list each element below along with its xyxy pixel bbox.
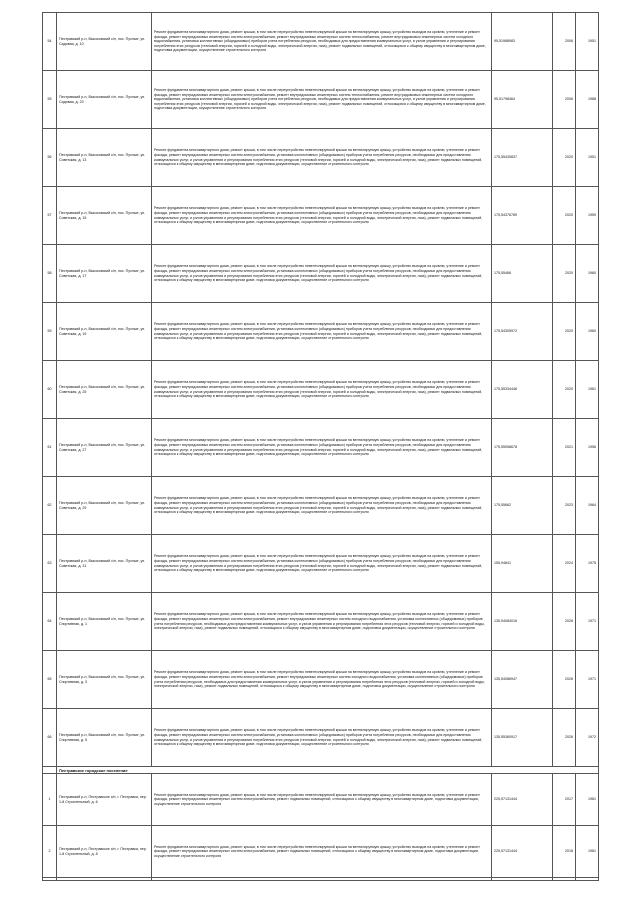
address-cell: Пестравский р-н, Высоковский с/п, пос. Пухлые, ул. Спортивная, д. 5 [57,709,152,767]
table-row [43,71,599,129]
build-year-cell: 1964 [576,477,599,535]
build-year-cell: 1960 [576,245,599,303]
planned-year-cell: 2026 [553,593,576,651]
table-row [43,245,599,303]
address-cell: Пестравский р-н, Высоковский с/п, пос. Пухлые, ул. Спортивная, д. 1 [57,593,152,651]
cost-cell: 95,51798464 [492,71,553,129]
row-number: 58 [43,245,57,303]
table-row [43,129,599,187]
table-section [43,767,599,774]
address-cell: Пестравский р-н, Пестравское с/п, г. Пестравка, пер. 1-й Строительный, д. 8 [57,826,152,878]
planned-year-cell: 2006 [553,13,576,71]
document-page [42,12,598,881]
address-cell: Пестравский р-н, Высоковский с/п, пос. Пухлые, ул. Советская, д. 25 [57,361,152,419]
row-number: 55 [43,71,57,129]
cost-cell: 175,55662 [492,477,553,535]
build-year-cell: 1971 [576,593,599,651]
planned-year-cell: 2020 [553,129,576,187]
address-cell: Пестравский р-н, Высоковский с/п, пос. Пухлые, ул. Советская, д. 31 [57,535,152,593]
address-cell: Пестравский р-н, Высоковский с/п, пос. Пухлые, ул. Советская, д. 15 [57,187,152,245]
row-number: 59 [43,303,57,361]
build-year-cell: 1972 [576,709,599,767]
address-cell: Пестравский р-н, Высоковский с/п, пос. Пухлые, ул. Советская, д. 29 [57,477,152,535]
build-year-cell: 1981 [576,826,599,878]
tail-cell [576,878,599,881]
build-year-cell: 1975 [576,535,599,593]
address-cell: Пестравский р-н, Высоковский с/п, пос. Пухлые, ул. Советская, д. 19 [57,303,152,361]
table-body-main [43,13,599,767]
table-row [43,709,599,767]
row-number: 64 [43,593,57,651]
table-body-section [43,774,599,878]
planned-year-cell: 2024 [553,535,576,593]
build-year-cell: 1951 [576,13,599,71]
planned-year-cell: 2006 [553,71,576,129]
row-number: 56 [43,129,57,187]
works-cell: Ремонт фундамента многоквартирного дома, ремонт крыши, в том числе переустройство невентилируемой крыши на вентилируемую крышу, устройство выходов на кровлю, утепление и ремонт фасада, ремонт внутридомовых инженерных систем электроснабжения, установка коллективных (общедомовых) приборов учета потребления ресурсов, необходимых для предоставления коммунальных услуг, и узлов управления и регулирования потребления этих ресурсов (тепловой энергии, горячей и холодной воды, электрической энергии, газа), ремонт подвальных помещений, относящихся к общему имуществу в многоквартирном доме, подготовка документации, осуществление строительного контроля [152,303,492,361]
row-number: 61 [43,419,57,477]
section-empty-cell [43,767,57,774]
row-number: 63 [43,535,57,593]
table-row [43,13,599,71]
capital-repair-table [42,12,599,881]
works-cell: Ремонт фундамента многоквартирного дома, ремонт крыши, в том числе переустройство невентилируемой крыши на вентилируемую крышу, устройство выходов на кровлю, утепление и ремонт фасада, ремонт внутридомовых инженерных систем электроснабжения, ремонт внутридомовых инженерных систем теплоснабжения, ремонт внутридомовых инженерных систем холодного водоснабжения, установка коллективных (общедомовых) приборов учета потребления ресурсов, необходимых для предоставления коммунальных услуг, и узлов управления и регулирования потребления этих ресурсов (тепловой энергии, горячей и холодной воды, электрической энергии, газа), ремонт подвальных помещений, относящихся к общему имуществу в многоквартирном доме, подготовка документации, осуществление строительного контроля [152,71,492,129]
address-cell: Пестравский р-н, Высоковский с/п, пос. Пухлые, ул. Садовая, д. 10 [57,13,152,71]
address-cell: Пестравский р-н, Высоковский с/п, пос. Пухлые, ул. Советская, д. 17 [57,245,152,303]
build-year-cell: 1959 [576,187,599,245]
cost-cell: 175,55058678 [492,419,553,477]
table-row [43,535,599,593]
build-year-cell: 1961 [576,361,599,419]
planned-year-cell: 2021 [553,419,576,477]
build-year-cell: 1981 [576,774,599,826]
table-row [43,303,599,361]
cost-cell: 135,54086947 [492,651,553,709]
works-cell: Ремонт фундамента многоквартирного дома, ремонт крыши, в том числе переустройство невентилируемой крыши на вентилируемую крышу, устройство выходов на кровлю, утепление и ремонт фасада, ремонт внутридомовых инженерных систем электроснабжения, ремонт подвальных помещений, относящихся к общему имуществу в многоквартирном доме, подготовка документации, осуществление строительного контроля [152,774,492,826]
cost-cell: 225,57131444 [492,826,553,878]
planned-year-cell: 2026 [553,651,576,709]
works-cell: Ремонт фундамента многоквартирного дома, ремонт крыши, в том числе переустройство невентилируемой крыши на вентилируемую крышу, устройство выходов на кровлю, утепление и ремонт фасада, ремонт внутридомовых инженерных систем электроснабжения, ремонт подвальных помещений, относящихся к общему имуществу в многоквартирном доме, подготовка документации, осуществление строительного контроля [152,826,492,878]
table-row [43,419,599,477]
table-tail [43,878,599,881]
works-cell: Ремонт фундамента многоквартирного дома, ремонт крыши, в том числе переустройство невентилируемой крыши на вентилируемую крышу, устройство выходов на кровлю, утепление и ремонт фасада, ремонт внутридомовых инженерных систем электроснабжения, установка коллективных (общедомовых) приборов учета потребления ресурсов, необходимых для предоставления коммунальных услуг, и узлов управления и регулирования потребления этих ресурсов (тепловой энергии, горячей и холодной воды, электрической энергии, газа), ремонт подвальных помещений, относящихся к общему имуществу в многоквартирном доме, подготовка документации, осуществление строительного контроля [152,361,492,419]
address-cell: Пестравский р-н, Высоковский с/п, пос. Пухлые, ул. Советская, д. 27 [57,419,152,477]
tail-cell [553,878,576,881]
table-row [43,187,599,245]
planned-year-cell: 2020 [553,187,576,245]
table-row [43,593,599,651]
table-row [43,651,599,709]
address-cell: Пестравский р-н, Пестравское с/п, г. Пестравка, пер. 1-й Строительный, д. 6 [57,774,152,826]
works-cell: Ремонт фундамента многоквартирного дома, ремонт крыши, в том числе переустройство невентилируемой крыши на вентилируемую крышу, устройство выходов на кровлю, утепление и ремонт фасада, ремонт внутридомовых инженерных систем электроснабжения, установка коллективных (общедомовых) приборов учета потребления ресурсов, необходимых для предоставления коммунальных услуг, и узлов управления и регулирования потребления этих ресурсов (тепловой энергии, горячей и холодной воды, электрической энергии, газа), ремонт подвальных помещений, относящихся к общему имуществу в многоквартирном доме, подготовка документации, осуществление строительного контроля [152,419,492,477]
cost-cell: 175,54376789 [492,187,553,245]
planned-year-cell: 2020 [553,245,576,303]
build-year-cell: 1971 [576,651,599,709]
row-number: 65 [43,651,57,709]
cost-cell: 175,55466 [492,245,553,303]
works-cell: Ремонт фундамента многоквартирного дома, ремонт крыши, в том числе переустройство невентилируемой крыши на вентилируемую крышу, устройство выходов на кровлю, утепление и ремонт фасада, ремонт внутридомовых инженерных систем электроснабжения, ремонт внутридомовых инженерных систем теплоснабжения, ремонт внутридомовых инженерных систем холодного водоснабжения, установка коллективных (общедомовых) приборов учета потребления ресурсов, необходимых для предоставления коммунальных услуг, и узлов управления и регулирования потребления этих ресурсов (тепловой энергии, горячей и холодной воды, электрической энергии, газа), ремонт подвальных помещений, относящихся к общему имуществу в многоквартирном доме, подготовка документации, осуществление строительного контроля [152,13,492,71]
planned-year-cell: 2023 [553,477,576,535]
section-row [43,767,599,774]
cost-cell: 135,54084016 [492,593,553,651]
build-year-cell: 1951 [576,129,599,187]
works-cell: Ремонт фундамента многоквартирного дома, ремонт крыши, в том числе переустройство невентилируемой крыши на вентилируемую крышу, устройство выходов на кровлю, утепление и ремонт фасада, ремонт внутридомовых инженерных систем электроснабжения, ремонт внутридомовых инженерных систем холодного водоснабжения, установка коллективных (общедомовых) приборов учета потребления ресурсов, необходимых для предоставления коммунальных услуг, и узлов управления и регулирования потребления этих ресурсов (тепловой энергии, горячей и холодной воды, электрической энергии, газа), ремонт подвальных помещений, относящихся к общему имуществу в многоквартирном доме, подготовка документации, осуществление строительного контроля [152,593,492,651]
tail-cell [43,878,57,881]
planned-year-cell: 2020 [553,361,576,419]
tail-cell [492,878,553,881]
address-cell: Пестравский р-н, Высоковский с/п, пос. Пухлые, ул. Советская, д. 13 [57,129,152,187]
row-number: 60 [43,361,57,419]
works-cell: Ремонт фундамента многоквартирного дома, ремонт крыши, в том числе переустройство невентилируемой крыши на вентилируемую крышу, устройство выходов на кровлю, утепление и ремонт фасада, ремонт внутридомовых инженерных систем электроснабжения, установка коллективных (общедомовых) приборов учета потребления ресурсов, необходимых для предоставления коммунальных услуг, и узлов управления и регулирования потребления этих ресурсов (тепловой энергии, горячей и холодной воды, электрической энергии, газа), ремонт подвальных помещений, относящихся к общему имуществу в многоквартирном доме, подготовка документации, осуществление строительного контроля [152,245,492,303]
table-tail-row [43,878,599,881]
planned-year-cell: 2017 [553,774,576,826]
row-number: 1 [43,774,57,826]
address-cell: Пестравский р-н, Высоковский с/п, пос. Пухлые, ул. Садовая, д. 23 [57,71,152,129]
table-row [43,774,599,826]
build-year-cell: 1988 [576,71,599,129]
row-number: 2 [43,826,57,878]
table-row [43,477,599,535]
address-cell: Пестравский р-н, Высоковский с/п, пос. Пухлые, ул. Спортивная, д. 3 [57,651,152,709]
cost-cell: 155,94841 [492,535,553,593]
table-row [43,361,599,419]
build-year-cell: 1960 [576,303,599,361]
tail-cell [57,878,152,881]
planned-year-cell: 2020 [553,303,576,361]
build-year-cell: 1956 [576,419,599,477]
cost-cell: 225,57131444 [492,774,553,826]
row-number: 62 [43,477,57,535]
row-number: 66 [43,709,57,767]
works-cell: Ремонт фундамента многоквартирного дома, ремонт крыши, в том числе переустройство невентилируемой крыши на вентилируемую крышу, устройство выходов на кровлю, утепление и ремонт фасада, ремонт внутридомовых инженерных систем электроснабжения, установка коллективных (общедомовых) приборов учета потребления ресурсов, необходимых для предоставления коммунальных услуг, и узлов управления и регулирования потребления этих ресурсов (тепловой энергии, горячей и холодной воды, электрической энергии, газа), ремонт подвальных помещений, относящихся к общему имуществу в многоквартирном доме, подготовка документации, осуществление строительного контроля [152,187,492,245]
works-cell: Ремонт фундамента многоквартирного дома, ремонт крыши, в том числе переустройство невентилируемой крыши на вентилируемую крышу, устройство выходов на кровлю, утепление и ремонт фасада, ремонт внутридомовых инженерных систем электроснабжения, установка коллективных (общедомовых) приборов учета потребления ресурсов, необходимых для предоставления коммунальных услуг, и узлов управления и регулирования потребления этих ресурсов (тепловой энергии, горячей и холодной воды, электрической энергии, газа), ремонт подвальных помещений, относящихся к общему имуществу в многоквартирном доме, подготовка документации, осуществление строительного контроля [152,709,492,767]
works-cell: Ремонт фундамента многоквартирного дома, ремонт крыши, в том числе переустройство невентилируемой крыши на вентилируемую крышу, устройство выходов на кровлю, утепление и ремонт фасада, ремонт внутридомовых инженерных систем электроснабжения, установка коллективных (общедомовых) приборов учета потребления ресурсов, необходимых для предоставления коммунальных услуг, и узлов управления и регулирования потребления этих ресурсов (тепловой энергии, горячей и холодной воды, электрической энергии, газа), ремонт подвальных помещений, относящихся к общему имуществу в многоквартирном доме, подготовка документации, осуществление строительного контроля [152,535,492,593]
table-row [43,826,599,878]
cost-cell: 95,51988983 [492,13,553,71]
row-number: 57 [43,187,57,245]
cost-cell: 175,54305972 [492,303,553,361]
works-cell: Ремонт фундамента многоквартирного дома, ремонт крыши, в том числе переустройство невентилируемой крыши на вентилируемую крышу, устройство выходов на кровлю, утепление и ремонт фасада, ремонт внутридомовых инженерных систем электроснабжения, установка коллективных (общедомовых) приборов учета потребления ресурсов, необходимых для предоставления коммунальных услуг, и узлов управления и регулирования потребления этих ресурсов (тепловой энергии, горячей и холодной воды, электрической энергии, газа), ремонт подвальных помещений, относящихся к общему имуществу в многоквартирном доме, подготовка документации, осуществление строительного контроля [152,477,492,535]
section-title: Пестравское городское поселение [57,767,599,774]
works-cell: Ремонт фундамента многоквартирного дома, ремонт крыши, в том числе переустройство невентилируемой крыши на вентилируемую крышу, устройство выходов на кровлю, утепление и ремонт фасада, ремонт внутридомовых инженерных систем электроснабжения, установка коллективных (общедомовых) приборов учета потребления ресурсов, необходимых для предоставления коммунальных услуг, и узлов управления и регулирования потребления этих ресурсов (тепловой энергии, горячей и холодной воды, электрической энергии, газа), ремонт подвальных помещений, относящихся к общему имуществу в многоквартирном доме, подготовка документации, осуществление строительного контроля [152,129,492,187]
tail-cell [152,878,492,881]
planned-year-cell: 2026 [553,709,576,767]
cost-cell: 175,55334446 [492,361,553,419]
cost-cell: 175,55430837 [492,129,553,187]
works-cell: Ремонт фундамента многоквартирного дома, ремонт крыши, в том числе переустройство невентилируемой крыши на вентилируемую крышу, устройство выходов на кровлю, утепление и ремонт фасада, ремонт внутридомовых инженерных систем электроснабжения, ремонт внутридомовых инженерных систем холодного водоснабжения, установка коллективных (общедомовых) приборов учета потребления ресурсов, необходимых для предоставления коммунальных услуг, и узлов управления и регулирования потребления этих ресурсов (тепловой энергии, горячей и холодной воды, электрической энергии, газа), ремонт подвальных помещений, относящихся к общему имуществу в многоквартирном доме, подготовка документации, осуществление строительного контроля [152,651,492,709]
cost-cell: 135,55360917 [492,709,553,767]
planned-year-cell: 2018 [553,826,576,878]
row-number: 54 [43,13,57,71]
